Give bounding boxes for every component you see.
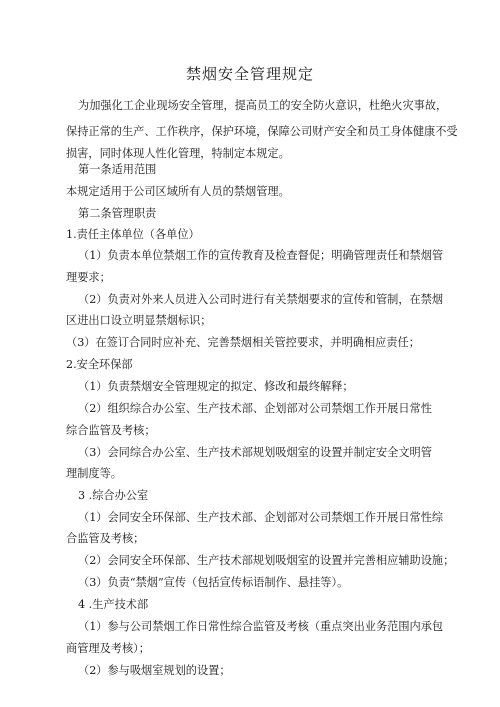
item-line: （2）会同安全环保部、生产技术部规划吸烟室的设置并完善相应辅助设施； [78, 554, 455, 567]
item-line: （1）负责本单位禁烟工作的宣传教育及检查督促；明确管理责任和禁烟管 [78, 249, 444, 262]
intro-line-3: 损害，同时体现人性化管理，特制定本规定。 [66, 147, 290, 160]
item-line: （1）参与公司禁烟工作日常性综合监管及考核（重点突出业务范围内承包 [78, 620, 444, 633]
scope-text: 本规定适用于公司区域所有人员的禁烟管理。 [66, 185, 290, 198]
subsection-heading-general-office: 3 .综合办公室 [78, 489, 149, 502]
item-line: 理制度等。 [66, 467, 122, 480]
document-title: 禁烟安全管理规定 [185, 65, 314, 83]
item-line: （2）负责对外来人员进入公司时进行有关禁烟要求的宣传和管制，在禁烟 [78, 293, 444, 306]
section-heading-duties: 第二条管理职责 [78, 207, 157, 220]
intro-line-1: 为加强化工企业现场安全管理，提高员工的安全防火意识，杜绝火灾事故， [78, 99, 448, 112]
item-line: （1）会同安全环保部、生产技术部、企划部对公司禁烟工作开展日常性综 [78, 511, 444, 524]
intro-line-2: 保持正常的生产、工作秩序，保护环境，保障公司财产安全和员工身体健康不受 [66, 125, 458, 138]
subsection-heading-responsible-units: 1.责任主体单位（各单位） [66, 228, 200, 241]
item-line: 合监管及考核； [66, 532, 145, 545]
item-line: （1）负责禁烟安全管理规定的拟定、修改和最终解释； [78, 380, 354, 393]
item-line: 商管理及考核）； [66, 642, 150, 655]
item-line: （2）参与吸烟室规划的设置； [78, 664, 231, 677]
item-line: （2）组织综合办公室、生产技术部、企划部对公司禁烟工作开展日常性 [78, 402, 432, 415]
item-line: （3）在签订合同时应补充、完善禁烟相关管控要求，并明确相应责任； [66, 336, 420, 349]
item-line: （3）会同综合办公室、生产技术部规划吸烟室的设置并制定安全文明管 [78, 446, 432, 459]
item-line: 理要求； [66, 271, 111, 284]
item-line: （3）负责“禁烟”宣传（包括宣传标语制作、悬挂等）。 [78, 576, 349, 589]
subsection-heading-safety-env: 2.安全环保部 [66, 358, 133, 371]
item-line: 区进出口设立明显禁烟标识； [66, 314, 212, 327]
item-line: 综合监管及考核； [66, 424, 156, 437]
subsection-heading-production-tech: 4 .生产技术部 [78, 598, 149, 611]
section-heading-scope: 第一条适用范围 [78, 163, 157, 176]
